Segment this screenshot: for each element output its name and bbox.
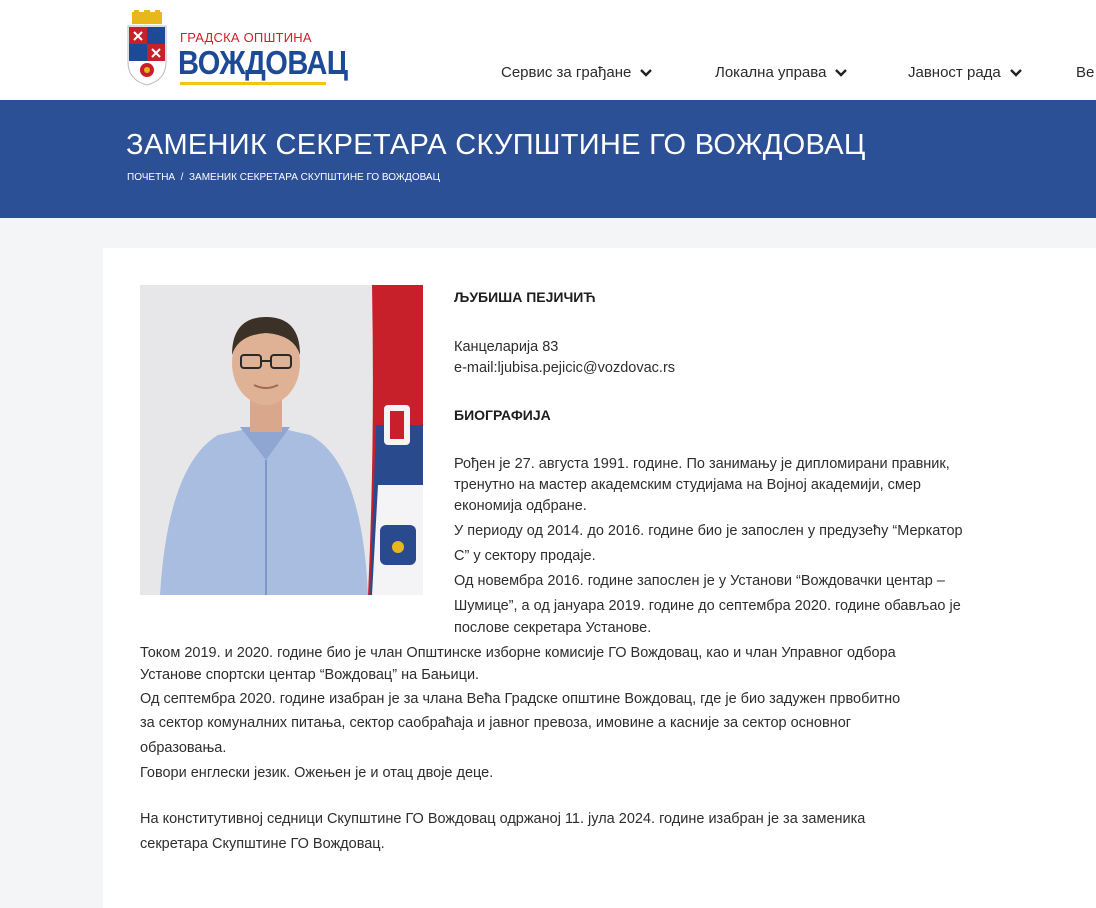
- person-name: ЉУБИША ПЕЈИЧИЋ: [454, 289, 596, 305]
- logo-subtitle: ГРАДСКА ОПШТИНА: [180, 30, 312, 45]
- main-nav: [0, 64, 1096, 84]
- bio-line: Од септембра 2020. године изабран је за члана Већа Градске општине Вождовац, где је био задужен првобитно: [140, 691, 901, 707]
- email-address[interactable]: e-mail:ljubisa.pejicic@vozdovac.rs: [454, 360, 676, 376]
- breadcrumb-separator: /: [180, 172, 184, 183]
- profile-photo: [140, 285, 423, 595]
- bio-line: економија одбране.: [454, 498, 587, 514]
- bio-line: Од новембра 2016. године запослен је у Установи “Вождовачки центар –: [454, 573, 945, 589]
- office-number: Канцеларија 83: [454, 339, 559, 355]
- logo-title: ВОЖДОВАЦ: [178, 44, 348, 81]
- bio-line: С” у сектору продаје.: [454, 548, 596, 564]
- chevron-down-icon: [834, 68, 848, 78]
- bio-line: за сектор комуналних питања, сектор саобраћаја и јавног превоза, имовине а касније за сектор основног: [140, 715, 852, 731]
- breadcrumb-home-link[interactable]: ПОЧЕТНА: [127, 172, 176, 183]
- page-banner: [0, 100, 1096, 218]
- nav-item-local-government[interactable]: [715, 64, 848, 81]
- nav-item-label: Ве: [1076, 64, 1095, 81]
- nav-item-label: Локална управа: [715, 64, 827, 81]
- bio-line: послове секретара Установе.: [454, 620, 652, 636]
- appointment-line: секретара Скупштине ГО Вождовац.: [140, 836, 385, 852]
- person-portrait-image: [140, 285, 423, 595]
- appointment-line: На конститутивној седници Скупштине ГО Вождовац одржаној 11. јула 2024. године изабран је за заменика: [140, 811, 866, 827]
- biography-heading: БИОГРАФИЈА: [454, 407, 551, 423]
- bio-line: Установе спортски центар “Вождовац” на Бањици.: [140, 667, 480, 683]
- nav-item-transparency[interactable]: [908, 64, 1023, 81]
- nav-item-label: Јавност рада: [908, 64, 1001, 81]
- bio-line: образовања.: [140, 740, 227, 756]
- bio-line: У периоду од 2014. до 2016. године био је запослен у предузећу “Меркатор: [454, 523, 963, 539]
- nav-item-label: Сервис за грађане: [501, 64, 632, 81]
- nav-item-services[interactable]: [501, 64, 653, 81]
- site-header: [0, 0, 1096, 100]
- chevron-down-icon: [639, 68, 653, 78]
- breadcrumb-current: ЗАМЕНИК СЕКРЕТАРА СКУПШТИНЕ ГО ВОЖДОВАЦ: [189, 172, 441, 183]
- bio-line: Говори енглески језик. Ожењен је и отац двоје деце.: [140, 765, 494, 781]
- chevron-down-icon: [1009, 68, 1023, 78]
- bio-line: Током 2019. и 2020. године био је члан Општинске изборне комисије ГО Вождовац, као и члан Управног одбора: [140, 645, 896, 661]
- page-title: ЗАМЕНИК СЕКРЕТАРА СКУПШТИНЕ ГО ВОЖДОВАЦ: [126, 129, 866, 161]
- bio-line: Шумице”, а од јануара 2019. године до септембра 2020. године обављао је: [454, 598, 961, 614]
- breadcrumb: [127, 172, 440, 183]
- nav-item-news[interactable]: [1076, 64, 1094, 81]
- bio-line: Рођен је 27. августа 1991. године. По занимању је дипломирани правник,: [454, 456, 950, 472]
- bio-line: тренутно на мастер академским студијама на Војној академији, смер: [454, 477, 921, 493]
